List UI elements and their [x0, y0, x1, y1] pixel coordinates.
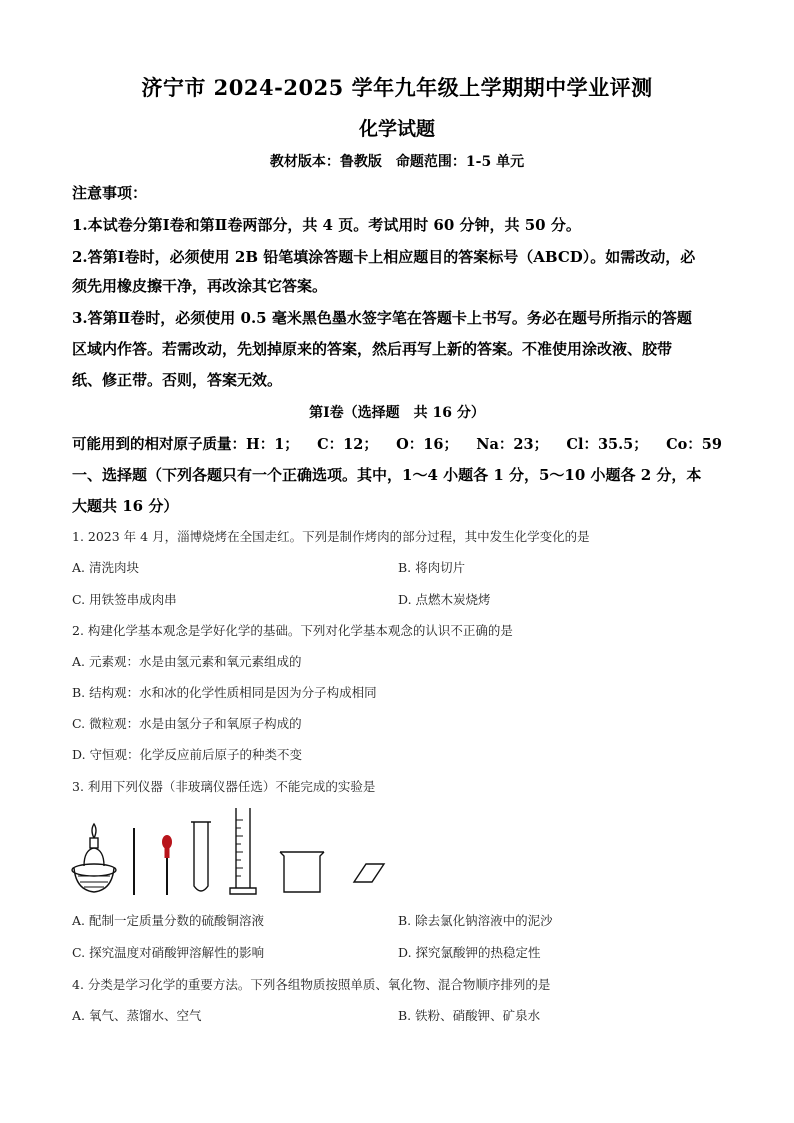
note-3-line-1: 3.答第Ⅱ卷时，必须使用 0.5 毫米黑色墨水签字笔在答题卡上书写。务必在题号所指示的答题: [72, 309, 692, 327]
note-3-line-2: 区域内作答。若需改动，先划掉原来的答案，然后再写上新的答案。不准使用涂改液、胶带: [72, 340, 673, 358]
question-3-stem: 3. 利用下列仪器（非玻璃仪器任选）不能完成的实验是: [72, 779, 376, 794]
atomic-mass-c: C：12；: [317, 436, 378, 453]
question-3-option-c[interactable]: C. 探究温度对硝酸钾溶解性的影响: [72, 945, 265, 960]
exam-edition: 教材版本：鲁教版 命题范围：1-5 单元: [269, 154, 525, 170]
question-3-option-b[interactable]: B. 除去氯化钠溶液中的泥沙: [398, 913, 553, 928]
note-3-line-3: 纸、修正带。否则，答案无效。: [72, 371, 283, 389]
question-2-option-c[interactable]: C. 微粒观：水是由氢分子和氧原子构成的: [72, 716, 302, 731]
section-instructions-line-2: 大题共 16 分）: [72, 497, 179, 515]
glass-plate-icon: [354, 864, 384, 882]
question-2-option-b[interactable]: B. 结构观：水和冰的化学性质相同是因为分子构成相同: [72, 685, 377, 700]
question-1-option-c[interactable]: C. 用铁签串成肉串: [72, 592, 177, 607]
question-3-option-d[interactable]: D. 探究氯酸钾的热稳定性: [398, 945, 541, 960]
question-1-option-b[interactable]: B. 将肉切片: [398, 560, 466, 575]
question-1-option-d[interactable]: D. 点燃木炭烧烤: [398, 592, 491, 607]
part1-heading: 第Ⅰ卷（选择题 共 16 分）: [309, 405, 485, 421]
question-1-stem: 1. 2023 年 4 月，淄博烧烤在全国走红。下列是制作烤肉的部分过程，其中发生化学变化的是: [72, 529, 590, 544]
question-2-option-a[interactable]: A. 元素观：水是由氢元素和氧元素组成的: [72, 654, 302, 669]
atomic-mass-o: O：16；: [396, 436, 458, 453]
beaker-icon: [280, 852, 324, 892]
graduated-cylinder-icon: [230, 808, 256, 894]
question-1-option-a[interactable]: A. 清洗肉块: [72, 560, 139, 575]
lab-apparatus-figure: [66, 800, 386, 900]
notes-heading: 注意事项：: [72, 184, 148, 202]
note-2-line-2: 须先用橡皮擦干净，再改涂其它答案。: [72, 277, 328, 295]
atomic-mass-co: Co：59: [666, 436, 722, 453]
atomic-mass-na: Na：23；: [476, 436, 549, 453]
section-instructions-line-1: 一、选择题（下列各题只有一个正确选项。其中，1～4 小题各 1 分，5～10 小题各 2 分，本: [72, 466, 702, 484]
note-1: 1.本试卷分第Ⅰ卷和第Ⅱ卷两部分，共 4 页。考试用时 60 分钟，共 50 分。: [72, 216, 581, 234]
atomic-masses: [72, 433, 722, 454]
question-4-stem: 4. 分类是学习化学的重要方法。下列各组物质按照单质、氧化物、混合物顺序排列的是: [72, 977, 551, 992]
question-3-option-a[interactable]: A. 配制一定质量分数的硫酸铜溶液: [72, 913, 264, 928]
atomic-mass-h: 可能用到的相对原子质量：H：1；: [72, 436, 299, 453]
question-2-option-d[interactable]: D. 守恒观：化学反应前后原子的种类不变: [72, 747, 303, 762]
test-tube-icon: [191, 822, 211, 891]
question-4-option-b[interactable]: B. 铁粉、硝酸钾、矿泉水: [398, 1008, 541, 1023]
dropper-icon: [162, 835, 172, 895]
question-2-stem: 2. 构建化学基本观念是学好化学的基础。下列对化学基本观念的认识不正确的是: [72, 623, 513, 638]
question-4-option-a[interactable]: A. 氧气、蒸馏水、空气: [72, 1008, 202, 1023]
alcohol-lamp-icon: [72, 824, 116, 892]
exam-title: 济宁市 2024-2025 学年九年级上学期期中学业评测: [141, 75, 653, 100]
atomic-mass-cl: Cl：35.5；: [566, 436, 648, 453]
note-2-line-1: 2.答第Ⅰ卷时，必须使用 2B 铅笔填涂答题卡上相应题目的答案标号（ABCD）。如需改动，必: [72, 248, 696, 266]
exam-subject: 化学试题: [358, 118, 435, 140]
